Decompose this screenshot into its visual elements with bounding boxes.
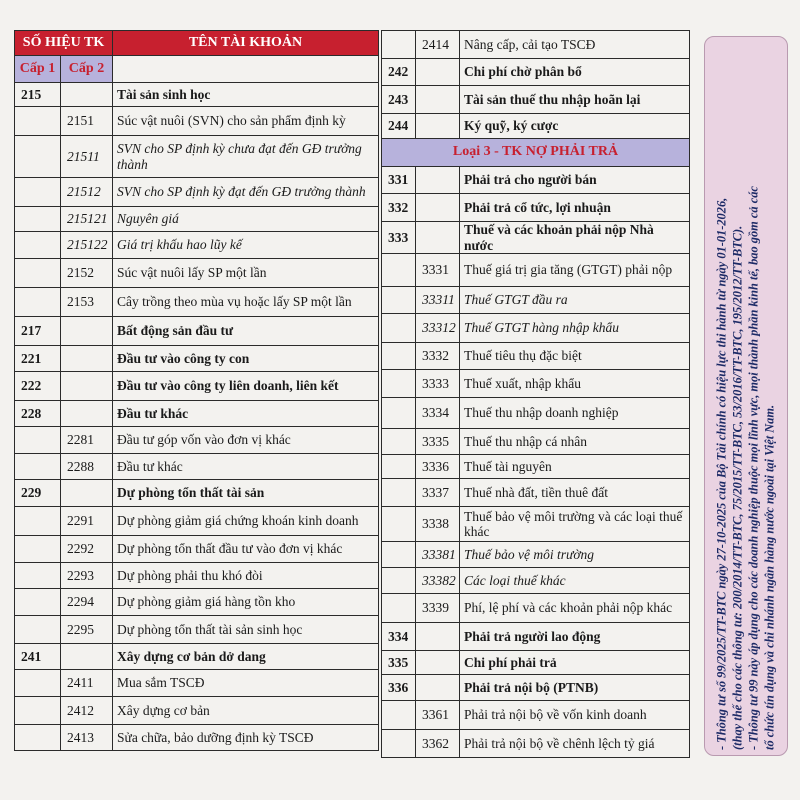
account-code-cap2: 215122 xyxy=(61,232,113,259)
account-row xyxy=(382,701,690,730)
account-name: Súc vật nuôi lấy SP một lần xyxy=(113,259,379,288)
account-row xyxy=(382,343,690,370)
account-code-cap1 xyxy=(382,568,416,594)
account-name: Chi phí chờ phân bổ xyxy=(460,59,690,86)
account-name: Sửa chữa, bảo dưỡng định kỳ TSCĐ xyxy=(113,725,379,751)
account-code-cap1 xyxy=(15,697,61,725)
account-code-cap2: 2151 xyxy=(61,107,113,136)
account-row xyxy=(15,178,379,207)
left-account-table xyxy=(14,30,379,751)
account-row xyxy=(382,542,690,568)
account-code-cap1 xyxy=(15,259,61,288)
account-code-cap1 xyxy=(382,287,416,314)
account-code-cap2 xyxy=(416,623,460,651)
account-row xyxy=(15,83,379,107)
account-code-cap1: 229 xyxy=(15,480,61,507)
account-row xyxy=(15,616,379,644)
account-code-cap2: 2293 xyxy=(61,563,113,589)
account-row xyxy=(15,372,379,401)
subheader-row xyxy=(15,56,379,83)
account-code-cap2: 3332 xyxy=(416,343,460,370)
account-row xyxy=(15,317,379,346)
account-code-cap2 xyxy=(61,480,113,507)
account-row xyxy=(15,697,379,725)
account-row xyxy=(382,167,690,194)
account-row xyxy=(382,429,690,455)
account-code-cap1 xyxy=(382,594,416,623)
account-code-cap2: 3362 xyxy=(416,730,460,758)
account-code-cap2 xyxy=(416,675,460,701)
account-code-cap2 xyxy=(416,651,460,675)
account-row xyxy=(382,287,690,314)
account-code-cap1 xyxy=(382,429,416,455)
account-name: Đầu tư vào công ty liên doanh, liên kết xyxy=(113,372,379,401)
account-row xyxy=(15,670,379,697)
account-row xyxy=(15,232,379,259)
account-row xyxy=(382,730,690,758)
account-code-cap1 xyxy=(382,542,416,568)
account-row xyxy=(15,259,379,288)
account-name: Thuế và các khoản phải nộp Nhà nước xyxy=(460,222,690,254)
account-name: Phải trả nội bộ (PTNB) xyxy=(460,675,690,701)
account-name: Thuế GTGT hàng nhập khẩu xyxy=(460,314,690,343)
account-name: Thuế thu nhập doanh nghiệp xyxy=(460,398,690,429)
account-row xyxy=(382,507,690,542)
subheader-blank xyxy=(113,56,379,83)
account-name: Bất động sản đầu tư xyxy=(113,317,379,346)
account-code-cap1 xyxy=(15,563,61,589)
account-code-cap1: 243 xyxy=(382,86,416,114)
account-code-cap2 xyxy=(416,194,460,222)
account-code-cap2: 3331 xyxy=(416,254,460,287)
account-code-cap2: 3334 xyxy=(416,398,460,429)
account-name: Phải trả nội bộ về vốn kinh doanh xyxy=(460,701,690,730)
account-code-cap1: 333 xyxy=(382,222,416,254)
account-code-cap1: 334 xyxy=(382,623,416,651)
note-line-3: - Thông tư 99 này áp dụng cho các doanh nghiệp thuộc mọi lĩnh vực, mọi thành phần kinh tế, bao gồm cả các xyxy=(746,186,760,750)
account-name: Chi phí phải trả xyxy=(460,651,690,675)
account-row xyxy=(382,594,690,623)
account-code-cap2 xyxy=(61,644,113,670)
account-code-cap1 xyxy=(382,254,416,287)
legal-note-text xyxy=(714,42,778,750)
account-row xyxy=(382,254,690,287)
account-code-cap1 xyxy=(15,507,61,536)
account-code-cap1: 332 xyxy=(382,194,416,222)
account-code-cap1: 241 xyxy=(15,644,61,670)
account-name: Thuế tiêu thụ đặc biệt xyxy=(460,343,690,370)
account-code-cap2: 2411 xyxy=(61,670,113,697)
account-code-cap2 xyxy=(61,372,113,401)
note-line-4: tổ chức tín dụng và chi nhánh ngân hàng nước ngoài tại Việt Nam. xyxy=(761,404,776,750)
account-name: Phải trả người lao động xyxy=(460,623,690,651)
section-row xyxy=(382,139,690,167)
account-code-cap2: 33312 xyxy=(416,314,460,343)
header-row xyxy=(15,31,379,56)
account-code-cap2: 3335 xyxy=(416,429,460,455)
account-code-cap2: 2291 xyxy=(61,507,113,536)
right-table-body xyxy=(382,31,690,758)
account-row xyxy=(15,725,379,751)
account-code-cap2 xyxy=(416,167,460,194)
account-name: Phải trả nội bộ về chênh lệch tỷ giá xyxy=(460,730,690,758)
account-code-cap1 xyxy=(15,178,61,207)
account-code-cap2 xyxy=(416,59,460,86)
account-name: Đầu tư khác xyxy=(113,401,379,427)
account-code-cap2: 2152 xyxy=(61,259,113,288)
account-code-cap2: 3339 xyxy=(416,594,460,623)
account-name: Dự phòng tổn thất đầu tư vào đơn vị khác xyxy=(113,536,379,563)
account-code-cap2: 3337 xyxy=(416,479,460,507)
account-code-cap2: 33382 xyxy=(416,568,460,594)
account-code-cap2 xyxy=(416,222,460,254)
note-line-1: - Thông tư số 99/2025/TT-BTC ngày 27-10-2025 của Bộ Tài chính có hiệu lực thi hành từ ngày 01-01-2026, xyxy=(714,197,729,750)
account-code-cap1 xyxy=(382,479,416,507)
account-name: Đầu tư góp vốn vào đơn vị khác xyxy=(113,427,379,454)
header-cap-2: Cấp 2 xyxy=(61,56,113,83)
account-code-cap1: 335 xyxy=(382,651,416,675)
account-code-cap2: 33311 xyxy=(416,287,460,314)
account-row xyxy=(382,314,690,343)
account-name: Thuế giá trị gia tăng (GTGT) phải nộp xyxy=(460,254,690,287)
account-code-cap1 xyxy=(382,343,416,370)
account-row xyxy=(15,346,379,372)
account-name: Dự phòng tổn thất tài sản sinh học xyxy=(113,616,379,644)
account-code-cap2: 2413 xyxy=(61,725,113,751)
account-code-cap1: 331 xyxy=(382,167,416,194)
account-code-cap2 xyxy=(61,317,113,346)
account-code-cap2: 2288 xyxy=(61,454,113,480)
account-code-cap1 xyxy=(15,288,61,317)
account-name: Xây dựng cơ bản xyxy=(113,697,379,725)
account-row xyxy=(15,107,379,136)
account-code-cap1: 228 xyxy=(15,401,61,427)
account-code-cap1 xyxy=(382,730,416,758)
account-row xyxy=(15,507,379,536)
account-row xyxy=(382,675,690,701)
account-name: Phải trả cổ tức, lợi nhuận xyxy=(460,194,690,222)
account-row xyxy=(382,479,690,507)
account-name: Tài sản sinh học xyxy=(113,83,379,107)
account-code-cap1: 222 xyxy=(15,372,61,401)
account-name: Dự phòng phải thu khó đòi xyxy=(113,563,379,589)
account-code-cap2 xyxy=(61,401,113,427)
account-row xyxy=(382,398,690,429)
account-code-cap2: 33381 xyxy=(416,542,460,568)
account-row xyxy=(15,644,379,670)
account-row xyxy=(382,651,690,675)
account-code-cap2: 3336 xyxy=(416,455,460,479)
account-name: Dự phòng giảm giá hàng tồn kho xyxy=(113,589,379,616)
account-row xyxy=(15,454,379,480)
account-code-cap1: 215 xyxy=(15,83,61,107)
account-code-cap1 xyxy=(15,107,61,136)
account-code-cap1 xyxy=(15,589,61,616)
account-row xyxy=(382,31,690,59)
account-code-cap1 xyxy=(382,398,416,429)
account-name: Nguyên giá xyxy=(113,207,379,232)
account-name: Nâng cấp, cải tạo TSCĐ xyxy=(460,31,690,59)
account-code-cap2 xyxy=(416,86,460,114)
account-code-cap1 xyxy=(382,31,416,59)
account-name: SVN cho SP định kỳ chưa đạt đến GĐ trưởng thành xyxy=(113,136,379,178)
note-line-2: (thay thế cho các thông tư: 200/2014/TT-BTC, 75/2015/TT-BTC, 53/2016/TT-BTC, 195/2012/TT-BTC). xyxy=(730,225,745,750)
account-code-cap2: 3333 xyxy=(416,370,460,398)
account-row xyxy=(382,59,690,86)
account-code-cap2: 21511 xyxy=(61,136,113,178)
account-code-cap2 xyxy=(61,83,113,107)
account-name: Dự phòng tổn thất tài sản xyxy=(113,480,379,507)
account-name: Giá trị khấu hao lũy kế xyxy=(113,232,379,259)
account-code-cap1 xyxy=(382,314,416,343)
account-row xyxy=(382,86,690,114)
account-name: Thuế xuất, nhập khẩu xyxy=(460,370,690,398)
account-code-cap2: 3361 xyxy=(416,701,460,730)
account-row xyxy=(15,480,379,507)
account-name: Thuế bảo vệ môi trường xyxy=(460,542,690,568)
section-title: Loại 3 - TK NỢ PHẢI TRẢ xyxy=(382,139,690,167)
account-row xyxy=(15,401,379,427)
header-ten-tai-khoan: TÊN TÀI KHOẢN xyxy=(113,31,379,56)
account-code-cap1: 244 xyxy=(382,114,416,139)
account-code-cap1 xyxy=(15,454,61,480)
account-row xyxy=(382,568,690,594)
account-row xyxy=(382,455,690,479)
account-row xyxy=(15,207,379,232)
account-name: Thuế GTGT đầu ra xyxy=(460,287,690,314)
account-code-cap1 xyxy=(15,670,61,697)
account-name: Cây trồng theo mùa vụ hoặc lấy SP một lần xyxy=(113,288,379,317)
right-account-table xyxy=(381,30,690,758)
account-row xyxy=(15,427,379,454)
account-code-cap1: 217 xyxy=(15,317,61,346)
account-code-cap1 xyxy=(15,616,61,644)
account-code-cap2: 2412 xyxy=(61,697,113,725)
account-code-cap2: 2414 xyxy=(416,31,460,59)
account-code-cap1: 221 xyxy=(15,346,61,372)
account-name: Phí, lệ phí và các khoản phải nộp khác xyxy=(460,594,690,623)
account-name: Mua sắm TSCĐ xyxy=(113,670,379,697)
account-code-cap1 xyxy=(382,507,416,542)
account-row xyxy=(382,222,690,254)
account-code-cap1 xyxy=(382,370,416,398)
account-name: Tài sản thuế thu nhập hoãn lại xyxy=(460,86,690,114)
account-row xyxy=(15,136,379,178)
account-code-cap1 xyxy=(15,136,61,178)
account-name: SVN cho SP định kỳ đạt đến GĐ trưởng thành xyxy=(113,178,379,207)
account-code-cap2: 2153 xyxy=(61,288,113,317)
account-code-cap2: 3338 xyxy=(416,507,460,542)
account-code-cap2: 2294 xyxy=(61,589,113,616)
account-code-cap2 xyxy=(61,346,113,372)
account-code-cap2 xyxy=(416,114,460,139)
account-code-cap1: 336 xyxy=(382,675,416,701)
account-code-cap1 xyxy=(382,455,416,479)
header-so-hieu: SỐ HIỆU TK xyxy=(15,31,113,56)
account-name: Đầu tư khác xyxy=(113,454,379,480)
account-row xyxy=(382,114,690,139)
account-row xyxy=(15,589,379,616)
account-name: Súc vật nuôi (SVN) cho sản phẩm định kỳ xyxy=(113,107,379,136)
account-name: Đầu tư vào công ty con xyxy=(113,346,379,372)
account-name: Dự phòng giảm giá chứng khoán kinh doanh xyxy=(113,507,379,536)
account-name: Ký quỹ, ký cược xyxy=(460,114,690,139)
account-code-cap1 xyxy=(15,536,61,563)
account-code-cap2: 2295 xyxy=(61,616,113,644)
account-name: Phải trả cho người bán xyxy=(460,167,690,194)
account-row xyxy=(382,623,690,651)
account-code-cap2: 215121 xyxy=(61,207,113,232)
account-row xyxy=(382,370,690,398)
account-row xyxy=(15,288,379,317)
account-name: Xây dựng cơ bản dở dang xyxy=(113,644,379,670)
account-code-cap2: 2292 xyxy=(61,536,113,563)
account-name: Thuế thu nhập cá nhân xyxy=(460,429,690,455)
account-code-cap2: 2281 xyxy=(61,427,113,454)
account-code-cap1 xyxy=(15,207,61,232)
account-code-cap2: 21512 xyxy=(61,178,113,207)
left-table-body xyxy=(15,31,379,751)
legal-note-box xyxy=(704,36,788,756)
account-name: Thuế nhà đất, tiền thuê đất xyxy=(460,479,690,507)
header-cap-1: Cấp 1 xyxy=(15,56,61,83)
account-row xyxy=(15,536,379,563)
account-code-cap1 xyxy=(15,427,61,454)
account-name: Thuế bảo vệ môi trường và các loại thuế khác xyxy=(460,507,690,542)
account-code-cap1: 242 xyxy=(382,59,416,86)
account-name: Các loại thuế khác xyxy=(460,568,690,594)
account-code-cap1 xyxy=(382,701,416,730)
account-row xyxy=(15,563,379,589)
account-row xyxy=(382,194,690,222)
account-code-cap1 xyxy=(15,232,61,259)
account-name: Thuế tài nguyên xyxy=(460,455,690,479)
account-code-cap1 xyxy=(15,725,61,751)
